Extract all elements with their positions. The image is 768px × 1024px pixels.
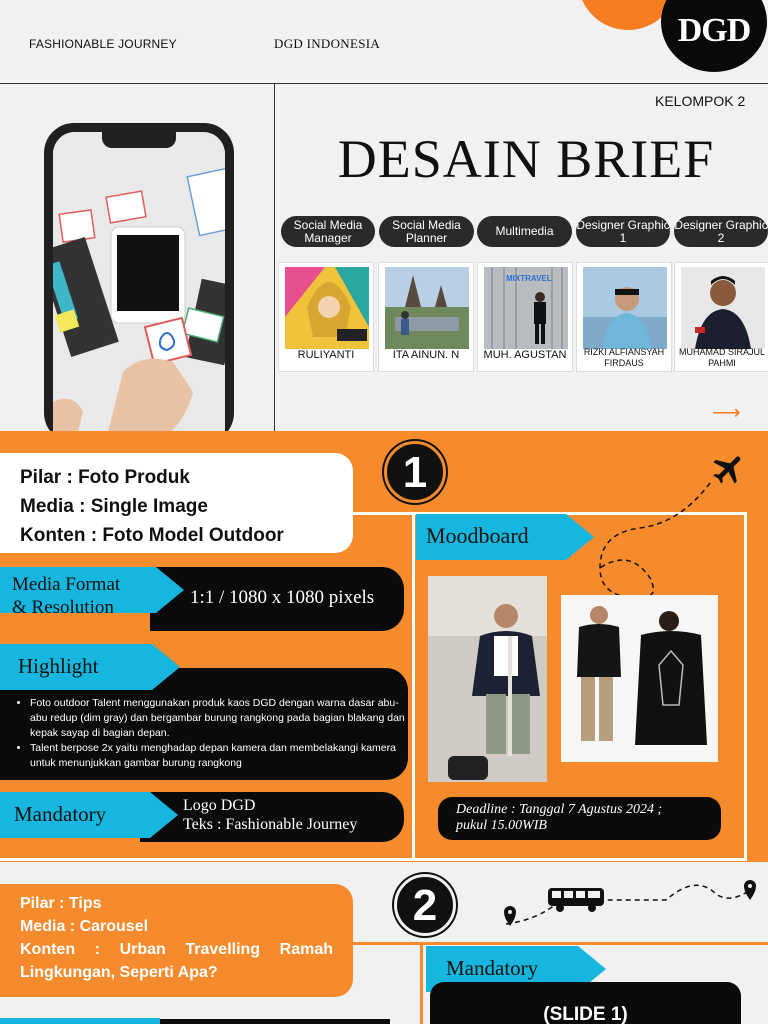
- frame-line: [353, 512, 413, 515]
- format-label-tag: [0, 567, 156, 618]
- moodboard-photo-front: [428, 576, 547, 782]
- member-card: [674, 262, 768, 372]
- member-name: MUHAMAD SIRAJUL PAHMI: [678, 347, 765, 368]
- role-badge: Social Media Manager: [281, 216, 375, 247]
- member-name: RULIYANTI: [297, 349, 355, 361]
- highlight-list: [18, 696, 408, 771]
- format-value: 1:1 / 1080 x 1080 pixels: [190, 587, 375, 608]
- dgd-logo-text: DGD: [677, 12, 751, 49]
- brief-number-2: 2: [394, 874, 456, 936]
- frame-line: [412, 512, 415, 860]
- wireframe-desk-image: [53, 132, 225, 452]
- mandatory-list: [183, 796, 357, 834]
- bus-route-decoration: [494, 876, 764, 936]
- intro-divider: [274, 84, 275, 432]
- frame-line: [412, 858, 747, 861]
- member-photo: [583, 267, 667, 349]
- brief-1-summary: [0, 453, 353, 553]
- page-title: DESAIN BRIEF: [337, 129, 715, 189]
- deadline-line-2: pukul 15.00WIB: [456, 818, 547, 833]
- airplane-icon: [708, 450, 750, 488]
- black-box-edge: [160, 1019, 390, 1024]
- member-card: [576, 262, 672, 372]
- mandatory-item: Logo DGD: [183, 797, 256, 814]
- brief-2-media: Media : Carousel: [20, 918, 149, 935]
- brief-1-media: Media : Single Image: [20, 496, 208, 517]
- blue-tag-edge: [0, 1018, 160, 1024]
- member-card: [378, 262, 474, 372]
- mandatory-label: Mandatory: [0, 792, 150, 838]
- deadline-box: [438, 797, 721, 840]
- group-label: KELOMPOK 2: [655, 93, 746, 109]
- member-card: [278, 262, 374, 372]
- brief-number-1: 1: [384, 441, 446, 503]
- phone-screen-photo: [53, 132, 225, 452]
- brief-1-pilar: Pilar : Foto Produk: [20, 467, 190, 488]
- slide-1-box: (SLIDE 1): [430, 982, 741, 1024]
- highlight-label: Highlight: [0, 644, 152, 690]
- member-photo: [484, 267, 568, 349]
- role-badge: Multimedia: [477, 216, 572, 247]
- next-arrow-icon[interactable]: ⟶: [712, 402, 741, 424]
- frame-line: [353, 942, 768, 945]
- phone-illustration: [44, 123, 234, 443]
- brief-2-summary: [0, 884, 353, 997]
- member-name: RIZKI ALFIANSYAH FIRDAUS: [583, 347, 665, 368]
- svg-text:MIXTRAVEL: MIXTRAVEL: [506, 274, 552, 283]
- member-photo: [285, 267, 369, 349]
- highlight-item: • Foto outdoor Talent menggunakan produk kaos DGD dengan warna dasar abu-abu redup (dim gray) dan bergambar burung rangkong pada bagian blakang dan kepak sayap di bagian depan.: [30, 696, 408, 741]
- role-badge: Social Media Planner: [379, 216, 474, 247]
- mandatory-item: Teks : Fashionable Journey: [183, 816, 358, 833]
- role-badge: Designer Graphic 2: [674, 216, 768, 247]
- brief-2-mandatory-label: Mandatory: [426, 946, 578, 992]
- member-photo: [681, 267, 765, 349]
- frame-line: [420, 942, 423, 1024]
- member-name: MUH. AGUSTAN: [483, 349, 567, 361]
- brief-2-pilar: Pilar : Tips: [20, 895, 102, 912]
- member-name: ITA AINUN. N: [392, 349, 460, 361]
- role-badge: Designer Graphic 1: [576, 216, 670, 247]
- frame-line: [0, 858, 412, 861]
- deadline-line-1: Deadline : Tanggal 7 Agustus 2024 ;: [456, 802, 663, 817]
- member-photo: [385, 267, 469, 349]
- phone-notch: [102, 132, 176, 148]
- format-label-line-2: & Resolution: [12, 597, 114, 618]
- header-left-label: FASHIONABLE JOURNEY: [29, 37, 177, 51]
- header-center-label: DGD INDONESIA: [274, 36, 381, 51]
- brief-2-konten: Konten : Urban Travelling Ramah Lingkungan, Seperti Apa?: [20, 941, 333, 981]
- moodboard-label: Moodboard: [416, 514, 566, 560]
- member-card: [477, 262, 573, 372]
- moodboard-photo-back: [561, 595, 718, 762]
- format-label-line-1: Media Format: [12, 574, 121, 595]
- bus-icon: [546, 886, 608, 914]
- brief-1-konten: Konten : Foto Model Outdoor: [20, 525, 284, 546]
- highlight-item: • Talent berpose 2x yaitu menghadap depan kamera dan membelakangi kamera untuk menunjukkan gambar burung rangkong: [30, 741, 408, 771]
